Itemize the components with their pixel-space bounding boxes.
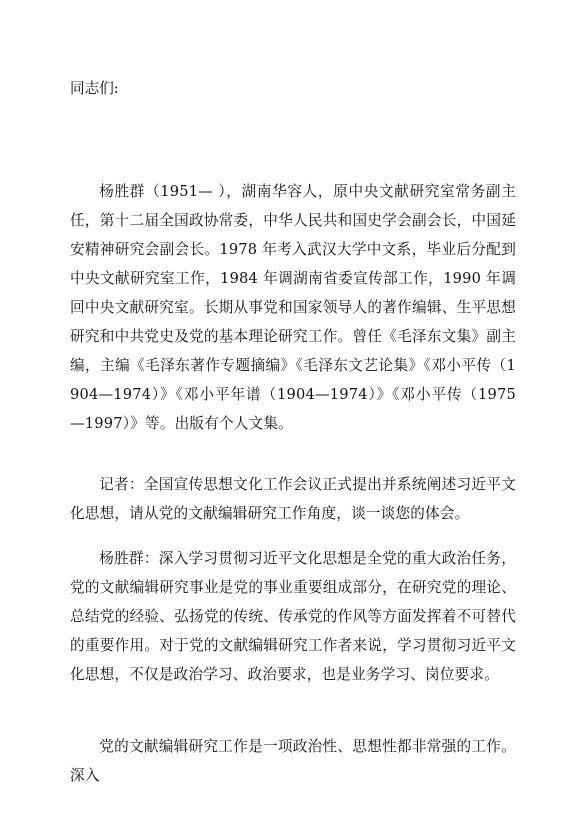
body-paragraph: 党的文献编辑研究工作是一项政治性、思想性都非常强的工作。深入 bbox=[70, 738, 516, 784]
author-bio-paragraph: 杨胜群（1951— ），湖南华容人，原中央文献研究室常务副主任，第十二届全国政协常委，中华人民共和国史学会副会长，中国延安精神研究会副会长。1978 年考入武汉大学中文系，毕业后分配到中央文献研究室工作，1984 年调湖南省委宣传部工作，1990 年调回中央文献研究室。长期从事党和国家领导人的著作编辑、生平思想研究和中共党史及党的基本理论研究工作。曾任《毛泽东文集》副主编，主编《毛泽东著作专题摘编》《毛泽东文艺论集》《邓小平传（1904—1974）》《邓小平年谱（1904—1974）》《邓小平传（1975—1997）》等。出版有个人文集。 bbox=[70, 183, 516, 432]
interview-answer-paragraph: 杨胜群：深入学习贯彻习近平文化思想是全党的重大政治任务，党的文献编辑研究事业是党的事业重要组成部分，在研究党的理论、总结党的经验、弘扬党的传统、传承党的作风等方面发挥着不可替代的重要作用。对于党的文献编辑研究工作者来说，学习贯彻习近平文化思想，不仅是政治学习、政治要求，也是业务学习、岗位要求。 bbox=[70, 550, 516, 683]
salutation: 同志们: bbox=[70, 80, 119, 97]
interview-question-paragraph: 记者：全国宣传思想文化工作会议正式提出并系统阐述习近平文化思想，请从党的文献编辑研究工作角度，谈一谈您的体会。 bbox=[70, 476, 516, 522]
